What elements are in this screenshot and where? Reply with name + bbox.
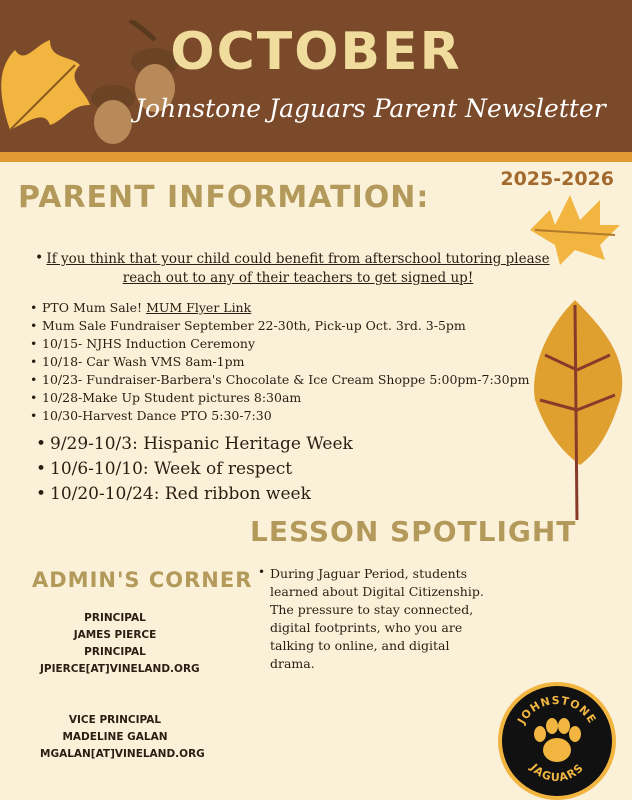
- list-item: • 10/15- NJHS Induction Ceremony: [30, 336, 570, 352]
- vp-name: MADELINE GALAN: [62, 731, 168, 743]
- newsletter-title: OCTOBER: [170, 22, 462, 82]
- parent-information-heading: PARENT INFORMATION:: [18, 180, 430, 215]
- lesson-spotlight-text: During Jaguar Period, students learned about Digital Citizenship. The pressure to stay connected, digital footprints, who you are talking to online, and digital drama.: [270, 566, 484, 671]
- lesson-spotlight-heading: LESSON SPOTLIGHT: [250, 515, 577, 548]
- svg-text:JOHNSTONE: JOHNSTONE: [515, 693, 599, 727]
- list-item: • 10/30-Harvest Dance PTO 5:30-7:30: [30, 408, 570, 424]
- list-item: • 10/28-Make Up Student pictures 8:30am: [30, 390, 570, 406]
- weeks-list: [36, 432, 353, 507]
- list-item: • 9/29-10/3: Hispanic Heritage Week: [36, 432, 353, 457]
- vp-email: MGALAN[AT]VINELAND.ORG: [40, 748, 205, 760]
- principal-label-2: PRINCIPAL: [84, 646, 146, 658]
- header-stripe: [0, 152, 632, 162]
- paw-icon: [502, 686, 612, 796]
- list-item: • 10/6-10/10: Week of respect: [36, 457, 353, 482]
- principal-email: JPIERCE[AT]VINELAND.ORG: [40, 663, 200, 675]
- list-item: • 10/18- Car Wash VMS 8am-1pm: [30, 354, 570, 370]
- list-item: • 10/20-10/24: Red ribbon week: [36, 482, 353, 507]
- principal-name: JAMES PIERCE: [73, 629, 157, 641]
- list-item: • PTO Mum Sale! MUM Flyer Link: [30, 300, 570, 316]
- header-banner: [0, 0, 632, 152]
- bullet-icon: •: [35, 250, 44, 266]
- vp-label: VICE PRINCIPAL: [68, 714, 162, 726]
- list-item: • 10/23- Fundraiser-Barbera's Chocolate & Ice Cream Shoppe 5:00pm-7:30pm: [30, 372, 570, 388]
- principal-label: PRINCIPAL: [84, 612, 146, 624]
- school-year: 2025-2026: [500, 168, 614, 190]
- info-list: [30, 300, 570, 426]
- list-item: • Mum Sale Fundraiser September 22-30th, Pick-up Oct. 3rd. 3-5pm: [30, 318, 570, 334]
- admins-corner-heading: ADMIN'S CORNER: [32, 568, 253, 592]
- vice-principal-block: [40, 712, 205, 763]
- mum-flyer-link[interactable]: MUM Flyer Link: [146, 300, 252, 315]
- bullet-icon: •: [258, 565, 266, 579]
- newsletter-subtitle: Johnstone Jaguars Parent Newsletter: [135, 94, 606, 123]
- jaguars-logo: [498, 682, 616, 800]
- svg-text:JAGUARS: JAGUARS: [527, 761, 587, 785]
- tutoring-notice: If you think that your child could benefit from afterschool tutoring please reach out to any of their teachers to get signed up!: [46, 251, 550, 286]
- principal-block: [40, 610, 200, 678]
